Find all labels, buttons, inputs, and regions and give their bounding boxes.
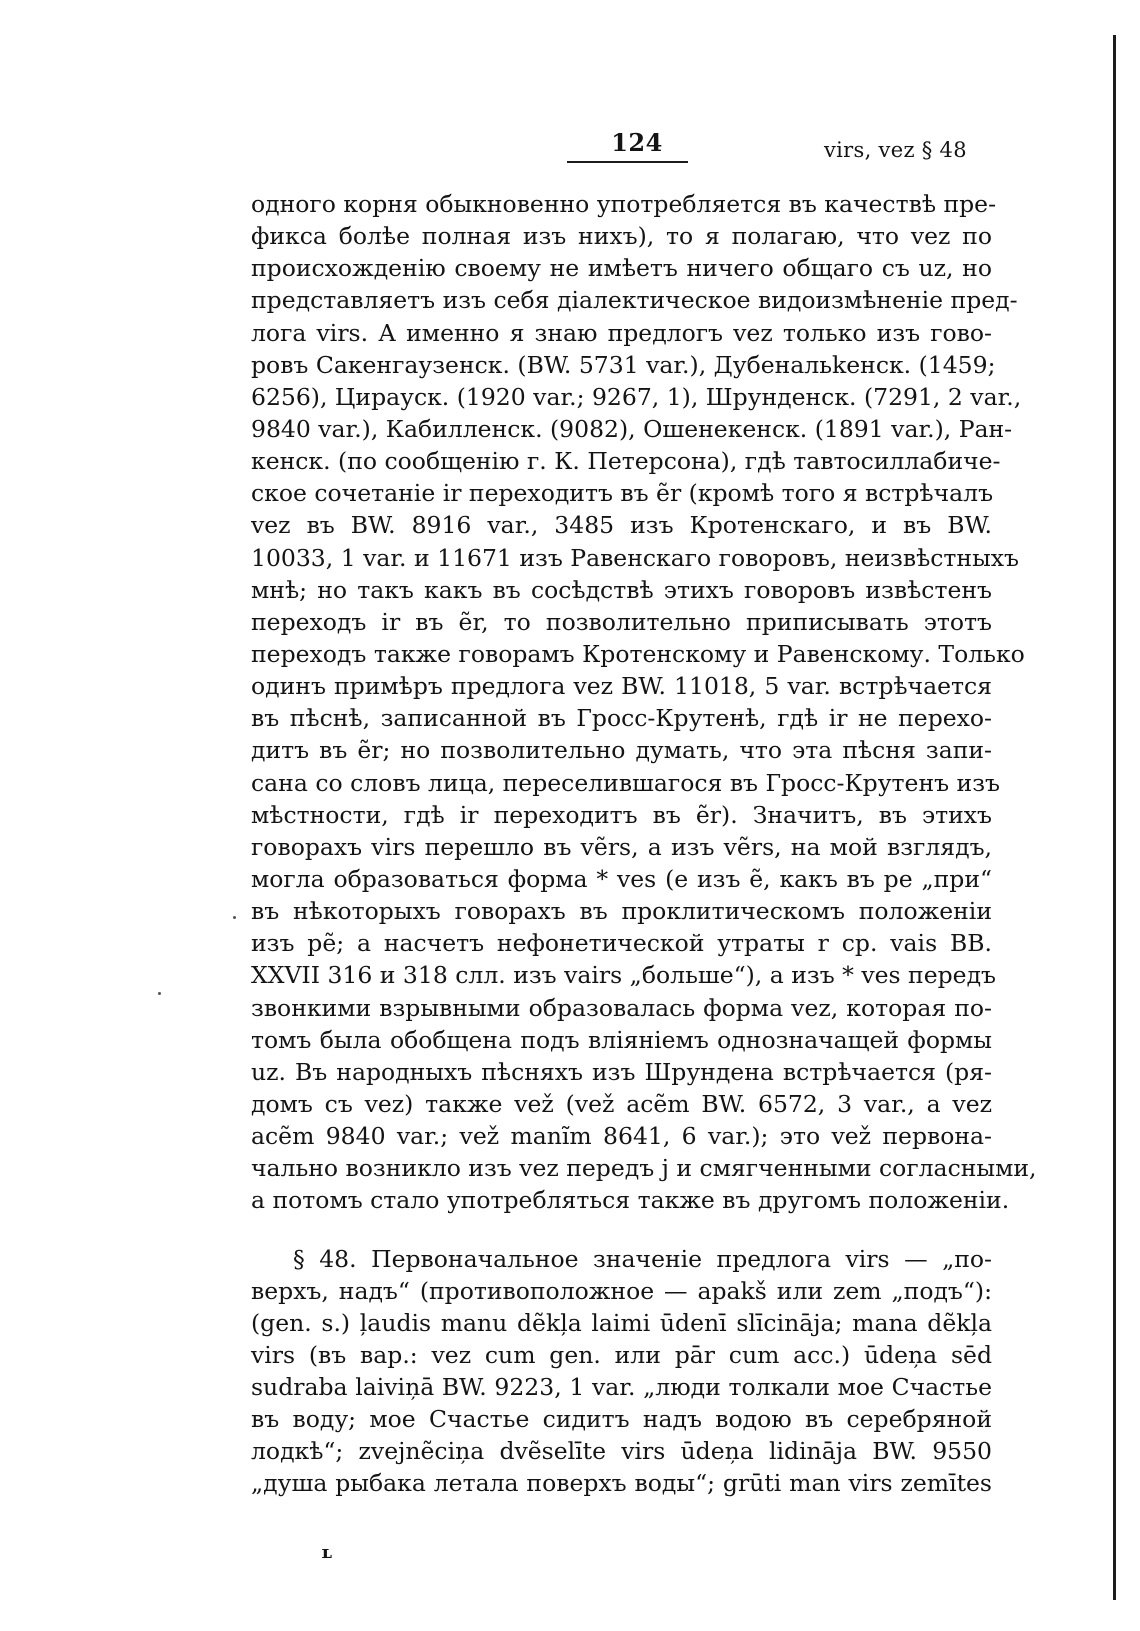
text-line: верхъ, надъ“ (противоположное — apakš или zem „подъ“):	[251, 1276, 992, 1305]
printer-mark: ʟ	[321, 1542, 333, 1563]
body-text	[251, 188, 1037, 1500]
text-line: чально возникло изъ vez передъ j и смягченными согласными,	[251, 1154, 1037, 1183]
running-head: virs, vez § 48	[824, 138, 967, 162]
text-line: домъ съ vez) также vež (vež acẽm BW. 6572, 3 var., а vez	[251, 1089, 992, 1118]
text-line: мѣстности, гдѣ ir переходитъ въ ẽr). Значитъ, въ этихъ	[251, 800, 992, 829]
scan-speck	[158, 992, 161, 995]
page-number: 124	[611, 128, 663, 157]
scan-speck	[233, 916, 236, 919]
text-line: лодкѣ“; zvejnẽciņa dvẽselīte virs ūdeņa lidināja BW. 9550	[251, 1437, 992, 1466]
binding-edge-line	[1113, 35, 1116, 1600]
text-line: acẽm 9840 var.; vež manĩm 8641, 6 var.); это vež первона-	[251, 1122, 992, 1151]
text-line: мнѣ; но такъ какъ въ сосѣдствѣ этихъ говоровъ извѣстенъ	[251, 575, 992, 604]
text-line: XXVII 316 и 318 слл. изъ vairs „больше“), а изъ * ves передъ	[251, 961, 997, 990]
text-line: изъ pẽ; а насчетъ нефонетической утраты r ср. vais BB.	[251, 929, 992, 958]
text-line: происхожденію своему не имѣетъ ничего общаго съ uz, но	[251, 254, 992, 283]
page-number-rule	[567, 161, 688, 163]
paragraph-gap	[251, 1217, 992, 1243]
text-line: „душа рыбака летала поверхъ воды“; grūti man virs zemītes	[251, 1469, 992, 1498]
text-line: переходъ ir въ ẽr, то позволительно приписывать этотъ	[251, 607, 992, 636]
text-line: сана со словъ лица, переселившагося въ Гросс-Крутенъ изъ	[251, 768, 1000, 797]
text-line: кенск. (по сообщенію г. К. Петерсона), гдѣ тавтосиллабиче-	[251, 447, 1001, 476]
text-line: 6256), Цирауск. (1920 var.; 9267, 1), Шрунденск. (7291, 2 var.,	[251, 382, 1022, 411]
text-line: говорахъ virs перешло въ vẽrs, а изъ vẽrs, на мой взглядъ,	[251, 832, 992, 861]
text-line: ское сочетаніе ir переходитъ въ ẽr (кромѣ того я встрѣчалъ	[251, 479, 994, 508]
text-line: томъ была обобщена подъ вліяніемъ однозначащей формы	[251, 1025, 992, 1054]
text-line: дитъ въ ẽr; но позволительно думать, что эта пѣсня запи-	[251, 736, 992, 765]
text-line: а потомъ стало употребляться также въ другомъ положеніи.	[251, 1186, 1010, 1215]
page-header	[0, 128, 1140, 168]
text-line: фикса болѣе полная изъ нихъ), то я полагаю, что vez по	[251, 222, 992, 251]
text-line: въ воду; мое Счастье сидитъ надъ водою въ серебряной	[251, 1405, 992, 1434]
text-line: vez въ BW. 8916 var., 3485 изъ Кротенскаго, и въ BW.	[251, 511, 992, 540]
text-line: uz. Въ народныхъ пѣсняхъ изъ Шрундена встрѣчается (ря-	[251, 1057, 992, 1086]
text-line: въ нѣкоторыхъ говорахъ въ проклитическомъ положеніи	[251, 897, 992, 926]
text-line: 10033, 1 var. и 11671 изъ Равенскаго говоровъ, неизвѣстныхъ	[251, 543, 1020, 572]
text-line: ровъ Сакенгаузенск. (BW. 5731 var.), Дубенальkенск. (1459;	[251, 350, 996, 379]
text-line: звонкими взрывными образовалась форма vez, которая по-	[251, 993, 992, 1022]
text-line: sudraba laiviņā BW. 9223, 1 var. „люди толкали мое Счастье	[251, 1373, 992, 1402]
text-line: лога virs. А именно я знаю предлогъ vez только изъ гово-	[251, 318, 992, 347]
text-line: (gen. s.) ļaudis manu dẽkļa laimi ūdenī slīcināja; mana dẽkļa	[251, 1308, 992, 1337]
text-line: одинъ примѣръ предлога vez BW. 11018, 5 var. встрѣчается	[251, 672, 992, 701]
text-line: 9840 var.), Кабилленск. (9082), Ошенекенск. (1891 var.), Ран-	[251, 414, 1013, 443]
paragraph-1	[251, 188, 1037, 1217]
paragraph-2-section-48	[251, 1243, 992, 1500]
text-line: въ пѣснѣ, записанной въ Гросс-Крутенѣ, гдѣ ir не перехо-	[251, 704, 992, 733]
text-line: переходъ также говорамъ Кротенскому и Равенскому. Только	[251, 639, 1025, 668]
section-heading-line: § 48. Первоначальное значеніе предлога virs — „по-	[293, 1244, 992, 1273]
text-line: одного корня обыкновенно употребляется въ качествѣ пре-	[251, 190, 997, 218]
text-line: virs (въ вар.: vez cum gen. или pār cum acc.) ūdeņa sēd	[251, 1340, 992, 1369]
text-line: представляетъ изъ себя діалектическое видоизмѣненіе пред-	[251, 286, 1018, 315]
text-line: могла образоваться форма * ves (e изъ ẽ, какъ въ pe „при“	[251, 864, 992, 893]
